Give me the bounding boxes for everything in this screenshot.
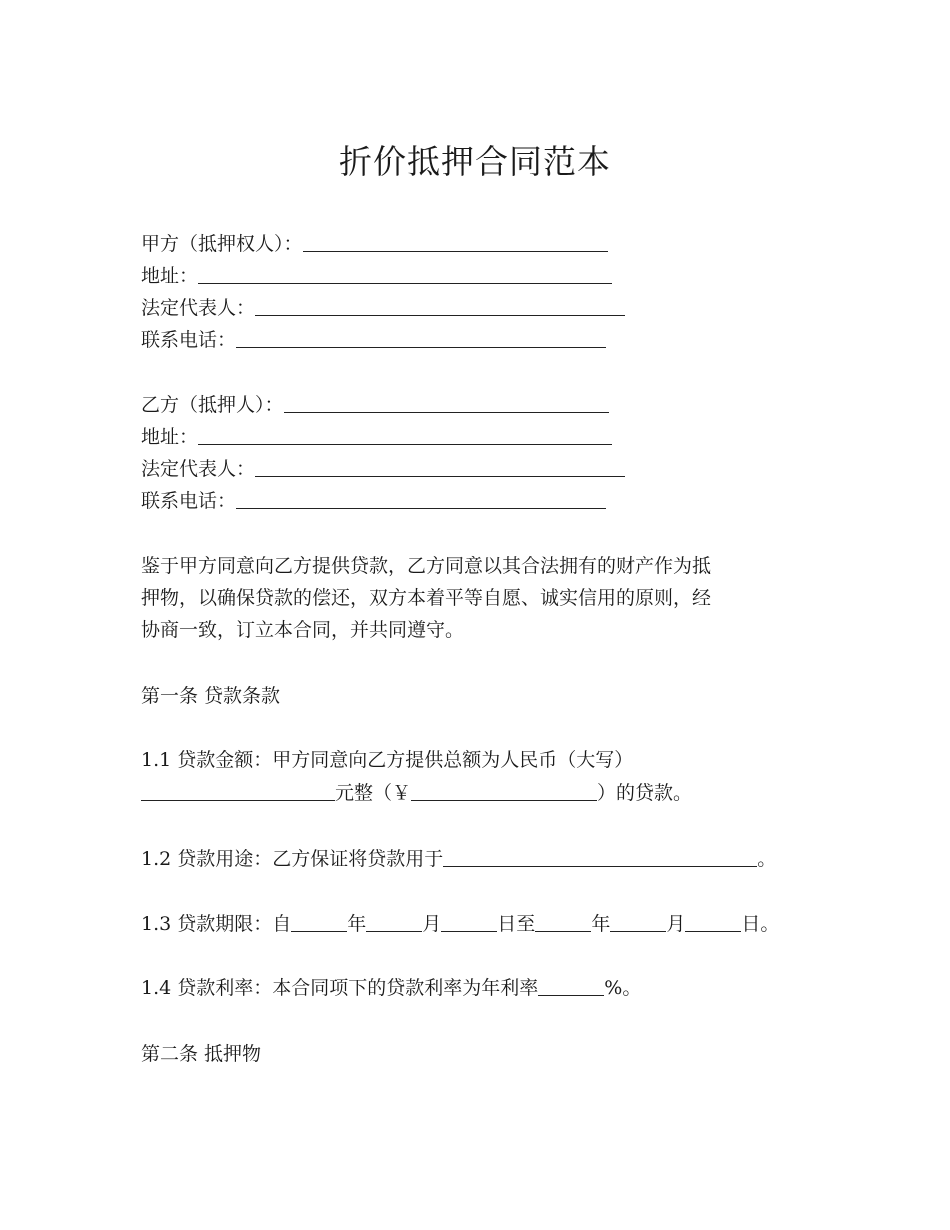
- party-a-phone-label: 联系电话：: [141, 329, 237, 351]
- party-b-rep-label: 法定代表人：: [141, 458, 256, 480]
- party-b-name-label: 乙方（抵押人）：: [141, 394, 284, 416]
- clause-1-4-end: %。: [604, 977, 642, 999]
- party-a-rep-line: [141, 294, 625, 322]
- party-a-rep-blank[interactable]: [255, 295, 625, 316]
- clause-1-3-line: [141, 910, 779, 938]
- clause-1-2-line: [141, 845, 776, 873]
- clause-1-1-text: 1.1 贷款金额：甲方同意向乙方提供总额为人民币（大写）: [141, 749, 634, 771]
- article-2-heading: 第二条 抵押物: [141, 1043, 262, 1065]
- party-b-address-label: 地址：: [141, 426, 199, 448]
- party-a-phone-line: [141, 326, 606, 354]
- party-b-phone-blank[interactable]: [236, 488, 606, 509]
- clause-1-3-month: 月: [422, 913, 442, 935]
- preamble-line: 押物，以确保贷款的偿还，双方本着平等自愿、诚实信用的原则，经: [141, 587, 712, 609]
- clause-1-2-text: 1.2 贷款用途：乙方保证将贷款用于: [141, 848, 444, 870]
- party-b-name-line: [141, 391, 609, 419]
- start-day-blank[interactable]: [441, 911, 497, 932]
- start-month-blank[interactable]: [366, 911, 422, 932]
- party-b-phone-label: 联系电话：: [141, 490, 237, 512]
- party-a-name-blank[interactable]: [303, 231, 608, 252]
- clause-1-1-end: ）的贷款。: [597, 782, 693, 804]
- end-day-blank[interactable]: [685, 911, 741, 932]
- end-month-blank[interactable]: [610, 911, 666, 932]
- end-year-blank[interactable]: [535, 911, 591, 932]
- party-b-rep-blank[interactable]: [255, 456, 625, 477]
- clause-1-1-mid: 元整（￥: [335, 782, 412, 804]
- preamble-line: 鉴于甲方同意向乙方提供贷款，乙方同意以其合法拥有的财产作为抵: [141, 555, 712, 577]
- preamble-line: 协商一致，订立本合同，并共同遵守。: [141, 619, 465, 641]
- party-b-phone-line: [141, 487, 606, 515]
- party-a-name-label: 甲方（抵押权人）：: [141, 233, 303, 255]
- preamble-paragraph: [141, 550, 811, 646]
- party-b-address-line: [141, 423, 612, 451]
- clause-1-1-line-2: [141, 779, 692, 807]
- interest-rate-blank[interactable]: [538, 975, 604, 996]
- party-a-address-blank[interactable]: [198, 263, 612, 284]
- clause-1-4-line: [141, 974, 641, 1002]
- clause-1-1-line-1: [141, 746, 633, 774]
- clause-1-3-year: 年: [347, 913, 367, 935]
- clause-1-3-day-end: 日。: [741, 913, 780, 935]
- party-a-phone-blank[interactable]: [236, 327, 606, 348]
- clause-1-3-text: 1.3 贷款期限：自: [141, 913, 292, 935]
- party-a-address-line: [141, 262, 612, 290]
- party-b-address-blank[interactable]: [198, 424, 612, 445]
- loan-purpose-blank[interactable]: [443, 846, 757, 867]
- party-a-rep-label: 法定代表人：: [141, 297, 256, 319]
- party-b-rep-line: [141, 455, 625, 483]
- party-b-name-blank[interactable]: [284, 392, 609, 413]
- party-a-address-label: 地址：: [141, 265, 199, 287]
- clause-1-3-year-2: 年: [591, 913, 611, 935]
- article-1-heading: 第一条 贷款条款: [141, 685, 281, 707]
- amount-words-blank[interactable]: [141, 780, 335, 801]
- start-year-blank[interactable]: [291, 911, 347, 932]
- clause-1-3-month-2: 月: [666, 913, 686, 935]
- party-a-name-line: [141, 230, 608, 258]
- clause-1-3-day-to: 日至: [497, 913, 536, 935]
- amount-number-blank[interactable]: [411, 780, 597, 801]
- clause-1-2-end: 。: [757, 848, 777, 870]
- clause-1-4-text: 1.4 贷款利率：本合同项下的贷款利率为年利率: [141, 977, 539, 999]
- page-title: 折价抵押合同范本: [339, 142, 611, 181]
